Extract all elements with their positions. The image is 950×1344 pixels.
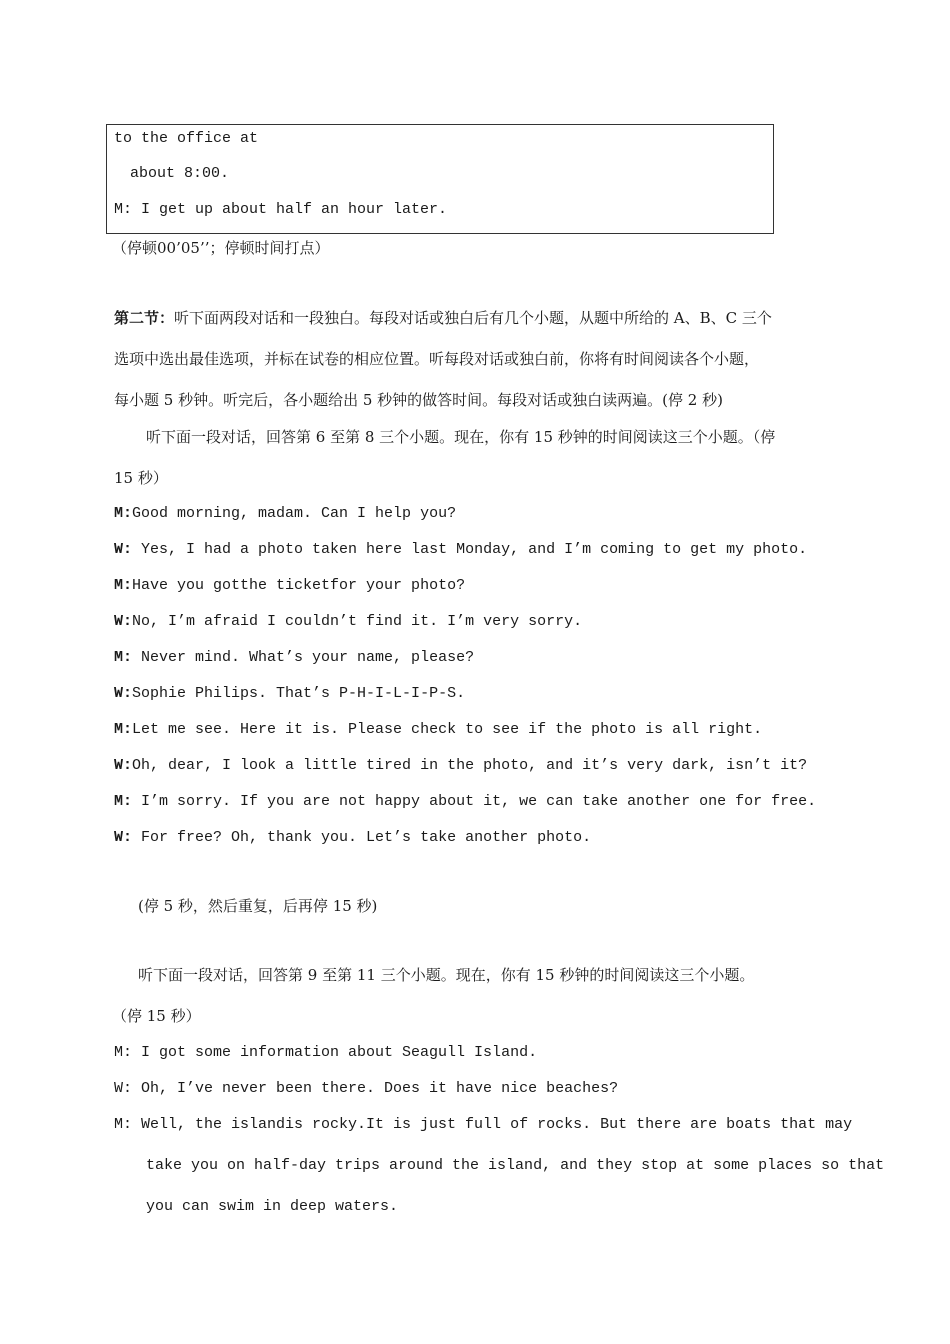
utterance: Never mind. What’s your name, please?	[132, 649, 475, 666]
speaker-label: W:	[114, 613, 133, 630]
dialog2-intro-1: 听下面一段对话，回答第 9 至第 11 三个小题。现在，你有 15 秒钟的时间阅读这三个小题。	[138, 966, 755, 984]
utterance: No, I’m afraid I couldn’t find it. I’m very sorry.	[132, 613, 583, 630]
dialog1-line	[114, 648, 474, 668]
dialog2-line-4: take you on half-day trips around the island, and they stop at some places so that	[146, 1157, 885, 1174]
dialog1-intro-2: 15 秒）	[114, 469, 168, 487]
dialog1-line	[114, 504, 456, 524]
speaker-label: M:	[114, 793, 133, 810]
dialog1-line	[114, 612, 582, 632]
speaker-label: M:	[114, 649, 133, 666]
dialog2-line-1: M: I got some information about Seagull Island.	[114, 1044, 538, 1061]
utterance: I’m sorry. If you are not happy about it, we can take another one for free.	[132, 793, 817, 810]
box-line-3: M: I get up about half an hour later.	[114, 201, 448, 218]
dialog2-line-5: you can swim in deep waters.	[146, 1198, 399, 1215]
dialog1-pause: (停 5 秒，然后重复，后再停 15 秒)	[138, 897, 378, 915]
dialog1-intro-1: 听下面一段对话，回答第 6 至第 8 三个小题。现在，你有 15 秒钟的时间阅读这三个小题。（停	[146, 428, 776, 446]
speaker-label: W:	[114, 829, 133, 846]
dialog1-line	[114, 756, 807, 776]
box-line-1: to the office at	[114, 130, 259, 147]
utterance: Oh, dear, I look a little tired in the photo, and it’s very dark, isn’t it?	[132, 757, 808, 774]
dialog1-line	[114, 828, 591, 848]
dialog1-line	[114, 792, 816, 812]
speaker-label: M:	[114, 721, 133, 738]
utterance: Good morning, madam. Can I help you?	[132, 505, 457, 522]
utterance: Yes, I had a photo taken here last Monday, and I’m coming to get my photo.	[132, 541, 808, 558]
speaker-label: W:	[114, 757, 133, 774]
section2-title: 第二节：	[114, 309, 175, 327]
dialog2-intro-2: （停 15 秒）	[112, 1007, 201, 1025]
dialog1-line	[114, 540, 807, 560]
utterance: Sophie Philips. That’s P-H-I-L-I-P-S.	[132, 685, 466, 702]
speaker-label: M:	[114, 505, 133, 522]
utterance: Let me see. Here it is. Please check to see if the photo is all right.	[132, 721, 763, 738]
dialog2-line-2: W: Oh, I’ve never been there. Does it have nice beaches?	[114, 1080, 619, 1097]
section2-para-1	[114, 308, 772, 328]
speaker-label: M:	[114, 577, 133, 594]
speaker-label: W:	[114, 685, 133, 702]
section2-line-3: 每小题 5 秒钟。听完后，各小题给出 5 秒钟的做答时间。每段对话或独白读两遍。(停 2 秒)	[114, 391, 723, 409]
pause-note-1: （停顿00’05’’；停顿时间打点）	[112, 239, 330, 257]
dialog2-line-3: M: Well, the islandis rocky.It is just full of rocks. But there are boats that may	[114, 1116, 853, 1133]
box-line-2: about 8:00.	[130, 165, 230, 182]
utterance: Have you gotthe ticketfor your photo?	[132, 577, 466, 594]
dialog1-line	[114, 576, 465, 596]
utterance: For free? Oh, thank you. Let’s take another photo.	[132, 829, 592, 846]
section2-line-2: 选项中选出最佳选项，并标在试卷的相应位置。听每段对话或独白前，你将有时间阅读各个小题，	[114, 350, 760, 368]
speaker-label: W:	[114, 541, 133, 558]
dialog1-line	[114, 684, 465, 704]
dialog1-line	[114, 720, 762, 740]
section2-line-1: 听下面两段对话和一段独白。每段对话或独白后有几个小题，从题中所给的 A、B、C 三个	[174, 309, 772, 327]
